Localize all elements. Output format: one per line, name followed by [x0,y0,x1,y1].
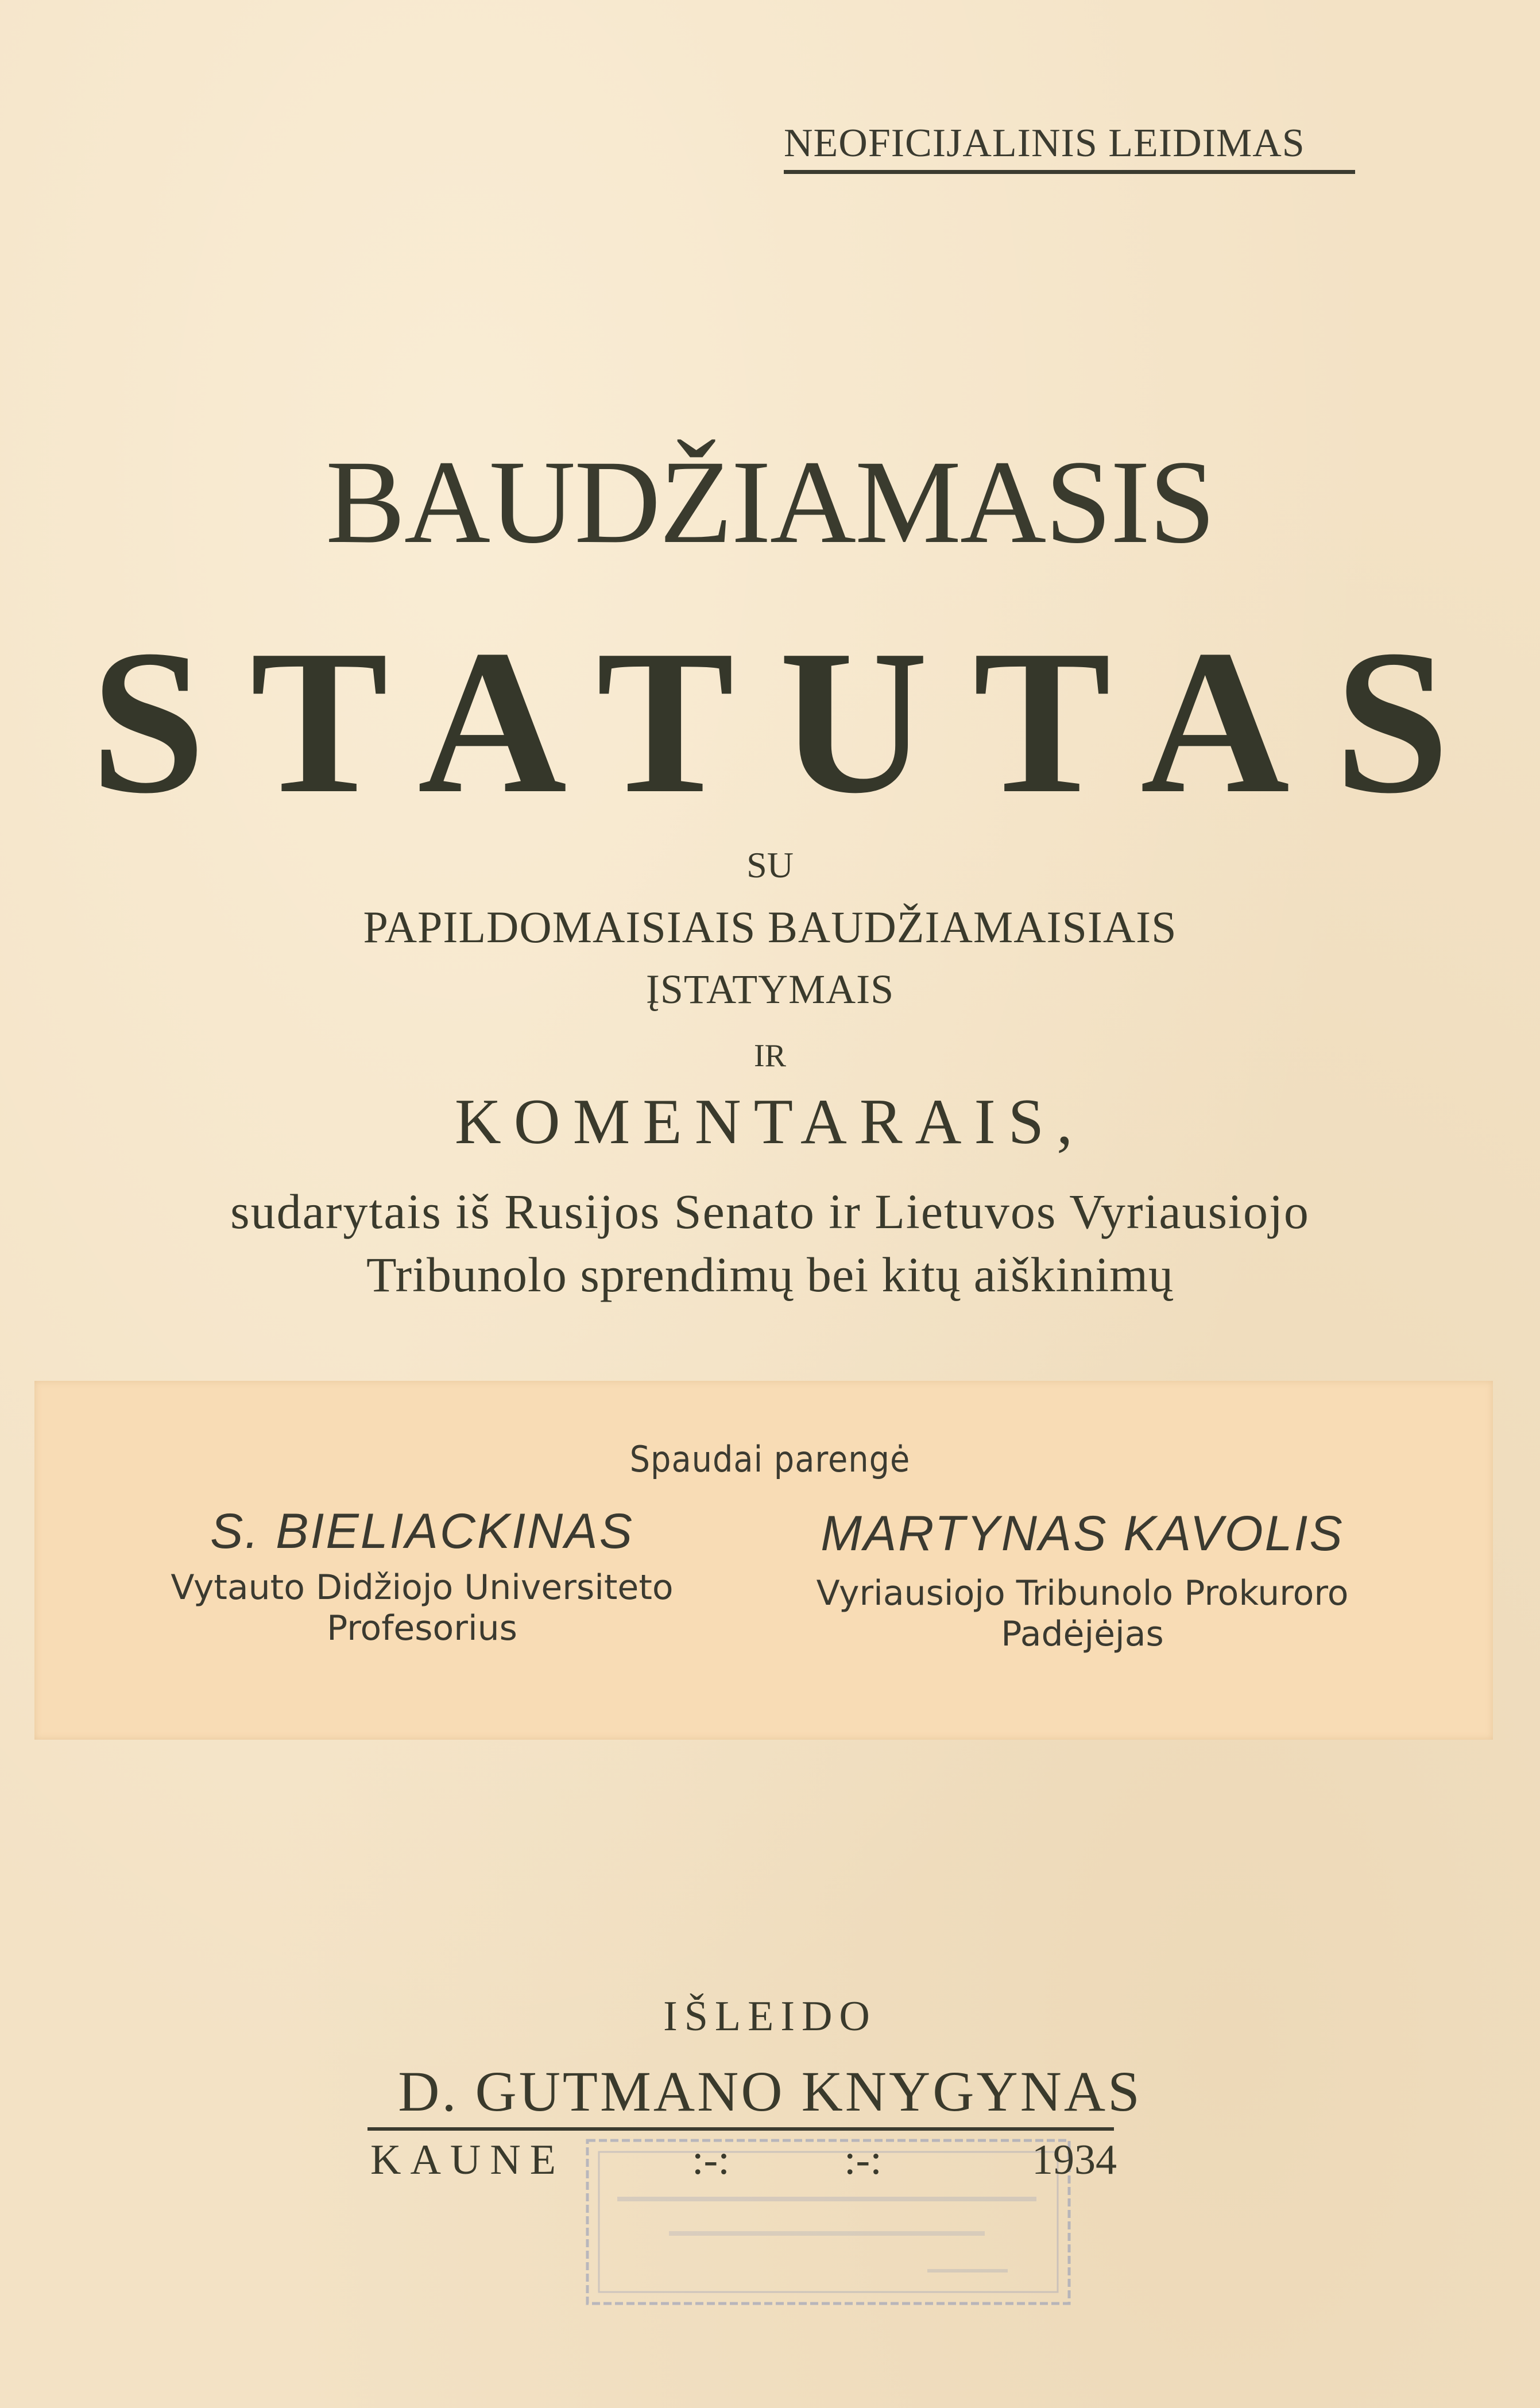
author-1-role [75,1567,769,1649]
title-line-1: BAUDŽIAMASIS [326,436,1214,568]
subtitle-papildomaisiais: PAPILDOMAISIAIS BAUDŽIAMAISIAIS [363,902,1177,952]
subtitle-tribunolo: Tribunolo sprendimų bei kitų aiškinimų [366,1247,1174,1302]
edition-underline [784,170,1355,174]
subtitle-sudarytais: sudarytais iš Rusijos Senato ir Lietuvos Vyriausiojo [230,1184,1310,1239]
publisher-name: D. GUTMANO KNYGYNAS [398,2059,1142,2123]
publisher-label: IŠLEIDO [663,1993,877,2040]
edition-note: NEOFICIJALINIS LEIDIMAS [784,121,1305,165]
subtitle-istatymais: ĮSTATYMAIS [645,966,895,1012]
author-1-role-line-1: Vytauto Didžiojo Universiteto [171,1567,674,1608]
imprint-separator-2: :-: [844,2136,882,2184]
publisher-underline [367,2127,1114,2131]
subtitle-komentarais: KOMENTARAIS, [454,1086,1086,1157]
author-2-role-line-2: Padėjėjas [1001,1613,1164,1654]
subtitle-ir: IR [754,1038,786,1074]
author-1-name: S. BIELIACKINAS [210,1504,634,1559]
title-line-2: STATUTAS [90,607,1495,836]
imprint-row [370,2136,1117,2193]
prepared-by-label: Spaudai parengė [629,1438,911,1480]
imprint-city: KAUNE [370,2136,565,2184]
imprint-separator-1: :-: [692,2136,730,2184]
subtitle-su: SU [746,845,794,885]
imprint-year: 1934 [1032,2136,1117,2184]
author-2-role [741,1573,1424,1655]
author-1-role-line-2: Profesorius [327,1608,517,1648]
author-2-role-line-1: Vyriausiojo Tribunolo Prokuroro [816,1573,1349,1613]
author-2-name: MARTYNAS KAVOLIS [821,1506,1344,1561]
